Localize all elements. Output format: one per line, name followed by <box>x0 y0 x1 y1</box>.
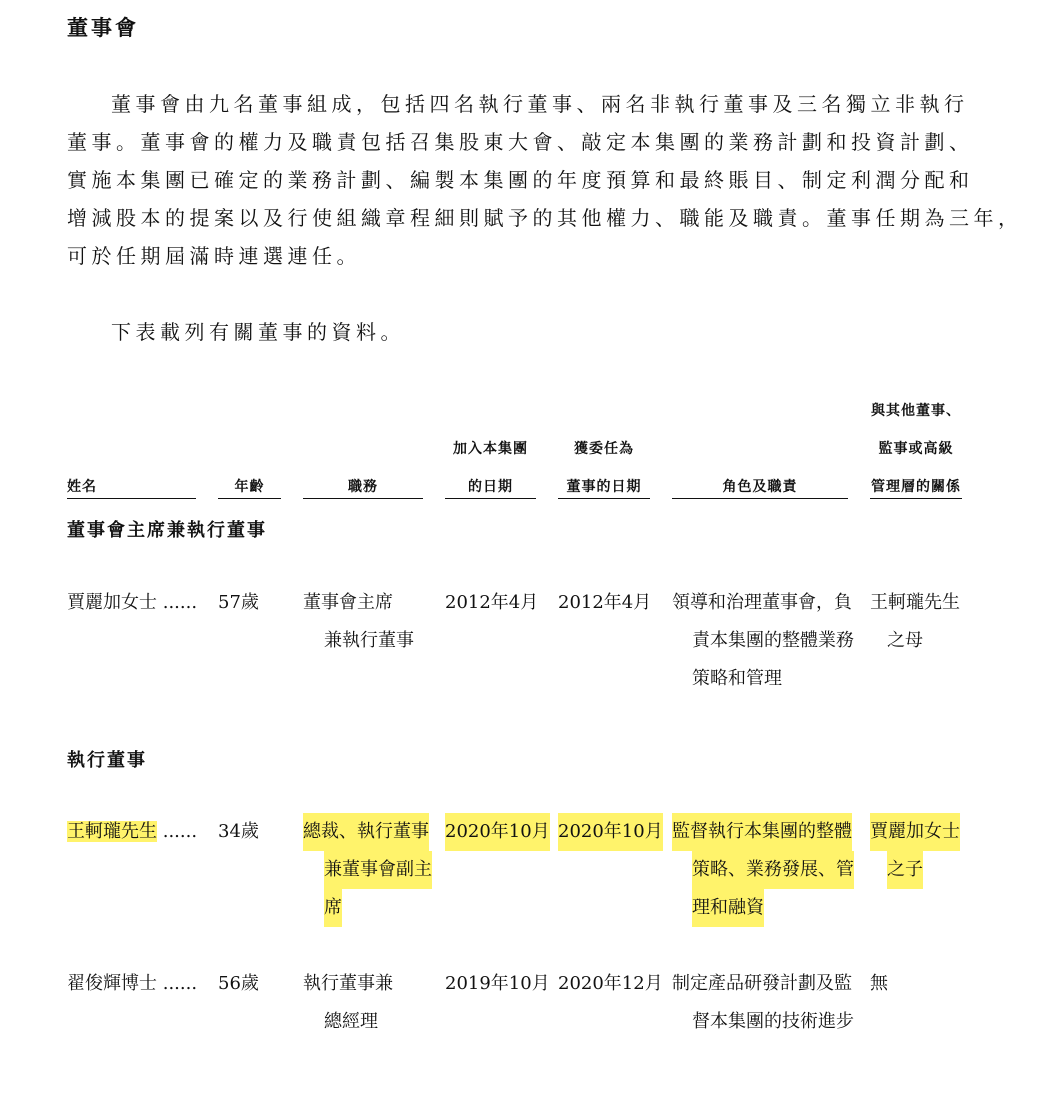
header-join-date: 加入本集團 <box>453 441 528 457</box>
appoint-date: 2020年12月 <box>558 973 663 994</box>
relationship-text: 之子 <box>887 851 923 889</box>
dot-leader: ...... <box>162 592 198 613</box>
director-position: 總經理 <box>324 1011 378 1032</box>
header-rule <box>558 498 650 499</box>
section-title: 董事會 <box>67 15 139 40</box>
director-name <box>67 584 197 622</box>
director-position: 董事會主席 <box>303 592 393 613</box>
join-date: 2020年10月 <box>445 813 550 851</box>
join-date: 2019年10月 <box>445 973 550 994</box>
header-appoint-date: 董事的日期 <box>566 479 642 495</box>
director-name <box>67 813 197 851</box>
director-name <box>67 965 197 1003</box>
relationship-text: 王軻瓏先生 <box>870 592 960 613</box>
role-text: 策略和管理 <box>692 668 782 689</box>
role-text: 責本集團的整體業務 <box>692 630 854 651</box>
director-position: 席 <box>324 889 342 927</box>
role-text: 領導和治理董事會，負 <box>672 592 852 613</box>
appoint-date: 2012年4月 <box>558 592 652 613</box>
director-position: 執行董事兼 <box>303 973 393 994</box>
relationship-text: 之母 <box>887 630 923 651</box>
director-age: 34歲 <box>218 821 259 842</box>
header-relationship: 與其他董事、 <box>871 403 961 419</box>
director-age: 56歲 <box>218 973 259 994</box>
header-rule <box>218 498 281 499</box>
header-relationship: 管理層的關係 <box>871 479 961 495</box>
header-rule <box>870 498 962 499</box>
dot-leader: ...... <box>162 973 198 994</box>
paragraph-line: 董事會由九名董事組成，包括四名執行董事、兩名非執行董事及三名獨立非執行 <box>111 92 969 116</box>
header-age: 年齡 <box>234 479 265 495</box>
header-rule <box>445 498 536 499</box>
relationship-text: 無 <box>870 973 888 994</box>
header-join-date: 的日期 <box>468 479 513 495</box>
header-appoint-date: 獲委任為 <box>574 441 634 457</box>
role-text: 監督執行本集團的整體 <box>672 813 852 851</box>
name-text: 翟俊輝博士 <box>67 973 157 994</box>
paragraph-intro: 下表載列有關董事的資料。 <box>111 320 405 344</box>
relationship-text: 賈麗加女士 <box>870 813 960 851</box>
header-rule <box>303 498 423 499</box>
join-date: 2012年4月 <box>445 592 539 613</box>
dot-leader: ...... <box>162 821 198 842</box>
header-rule <box>672 498 848 499</box>
header-name: 姓名 <box>67 479 97 495</box>
director-age: 57歲 <box>218 592 259 613</box>
paragraph-line: 實施本集團已確定的業務計劃、編製本集團的年度預算和最終賬目、制定利潤分配和 <box>67 168 974 192</box>
role-text: 理和融資 <box>692 889 764 927</box>
paragraph-line: 增減股本的提案以及行使組織章程細則賦予的其他權力、職能及職責。董事任期為三年， <box>67 206 1023 230</box>
appoint-date: 2020年10月 <box>558 813 663 851</box>
header-role: 角色及職責 <box>722 479 798 495</box>
name-text: 王軻瓏先生 <box>67 821 157 842</box>
director-position: 兼執行董事 <box>324 630 414 651</box>
header-relationship: 監事或高級 <box>878 441 954 457</box>
group-title: 執行董事 <box>67 750 147 771</box>
role-text: 督本集團的技術進步 <box>692 1011 854 1032</box>
paragraph-line: 可於任期屆滿時連選連任。 <box>67 244 361 268</box>
role-text: 制定產品研發計劃及監 <box>672 973 852 994</box>
name-text: 賈麗加女士 <box>67 592 157 613</box>
header-rule <box>67 498 196 499</box>
director-position: 兼董事會副主 <box>324 851 432 889</box>
paragraph-line: 董事。董事會的權力及職責包括召集股東大會、敲定本集團的業務計劃和投資計劃、 <box>67 130 974 154</box>
group-title: 董事會主席兼執行董事 <box>67 520 267 541</box>
role-text: 策略、業務發展、管 <box>692 851 854 889</box>
director-position: 總裁、執行董事 <box>303 813 429 851</box>
header-position: 職務 <box>348 479 378 495</box>
